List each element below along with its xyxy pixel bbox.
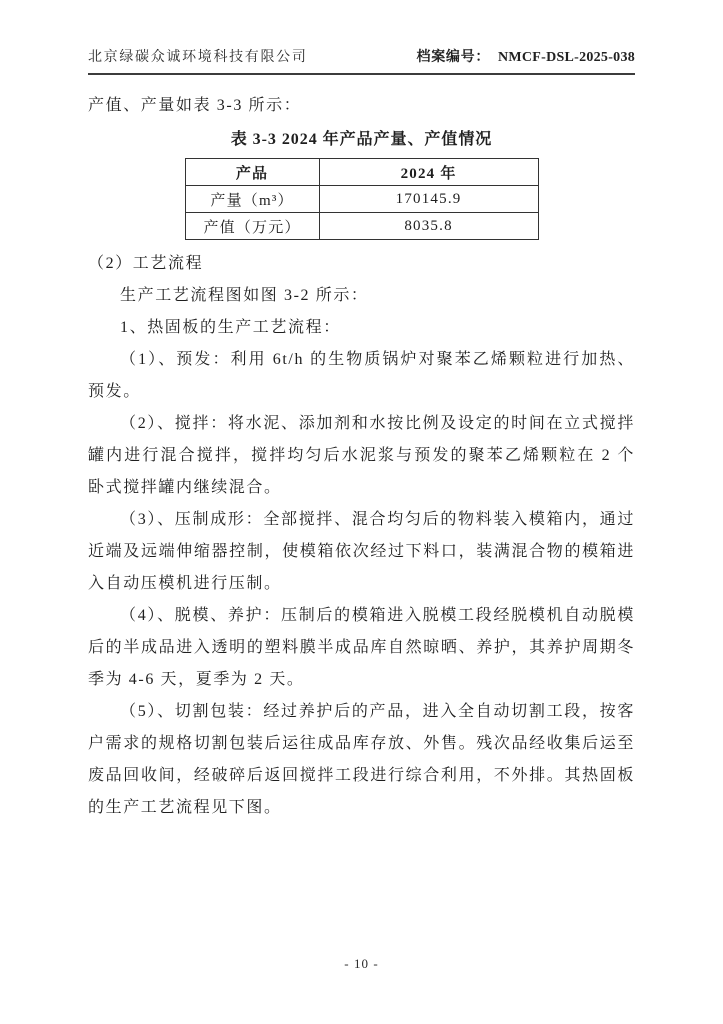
paragraph-step-1-prefoaming: （1）、预发：利用 6t/h 的生物质锅炉对聚苯乙烯颗粒进行加热、预发。 — [88, 351, 635, 400]
table-header-year: 2024 年 — [319, 159, 538, 186]
table-cell-value-label: 产值（万元） — [185, 213, 319, 240]
header-archive — [417, 46, 635, 66]
page-header — [88, 46, 635, 75]
paragraph-thermoset-board-title: 1、热固板的生产工艺流程： — [120, 319, 341, 336]
production-output-table — [185, 158, 539, 240]
table-row — [185, 186, 538, 213]
table-header-row — [185, 159, 538, 186]
archive-number-label: 档案编号： — [416, 50, 491, 65]
archive-number-value: NMCF-DSL-2025-038 — [498, 50, 635, 65]
table-cell-output-label: 产量（m³） — [185, 186, 319, 213]
table-caption: 表 3-3 2024 年产品产量、产值情况 — [230, 131, 493, 148]
table-cell-output-value: 170145.9 — [319, 186, 538, 213]
paragraph-flow-figure-ref: 生产工艺流程图如图 3-2 所示： — [120, 287, 369, 304]
header-company-name: 北京绿碳众诚环境科技有限公司 — [88, 50, 308, 65]
paragraph-step-3-pressing: （3）、压制成形：全部搅拌、混合均匀后的物料装入模箱内，通过近端及远端伸缩器控制，使模箱依次经过下料口，装满混合物的模箱进入自动压模机进行压制。 — [88, 511, 635, 592]
intro-paragraph: 产值、产量如表 3-3 所示： — [88, 97, 302, 114]
table-row — [185, 213, 538, 240]
page-footer — [0, 956, 723, 972]
page-number: - 10 - — [344, 956, 379, 971]
paragraph-step-5-cutting-packaging: （5）、切割包装：经过养护后的产品，进入全自动切割工段，按客户需求的规格切割包装后运往成品库存放、外售。残次品经收集后运至废品回收间，经破碎后返回搅拌工段进行综合利用，不外排。其热固板的生产工艺流程见下图。 — [88, 703, 635, 816]
paragraph-step-4-demolding-curing: （4）、脱模、养护：压制后的模箱进入脱模工段经脱模机自动脱模后的半成品进入透明的塑料膜半成品库自然晾晒、养护，其养护周期冬季为 4-6 天，夏季为 2 天。 — [88, 607, 635, 688]
document-body — [88, 90, 635, 824]
table-header-product: 产品 — [185, 159, 319, 186]
table-cell-value-value: 8035.8 — [319, 213, 538, 240]
section-heading-process-flow: （2）工艺流程 — [88, 255, 204, 272]
paragraph-step-2-mixing: （2）、搅拌：将水泥、添加剂和水按比例及设定的时间在立式搅拌罐内进行混合搅拌，搅拌均匀后水泥浆与预发的聚苯乙烯颗粒在 2 个卧式搅拌罐内继续混合。 — [88, 415, 635, 496]
